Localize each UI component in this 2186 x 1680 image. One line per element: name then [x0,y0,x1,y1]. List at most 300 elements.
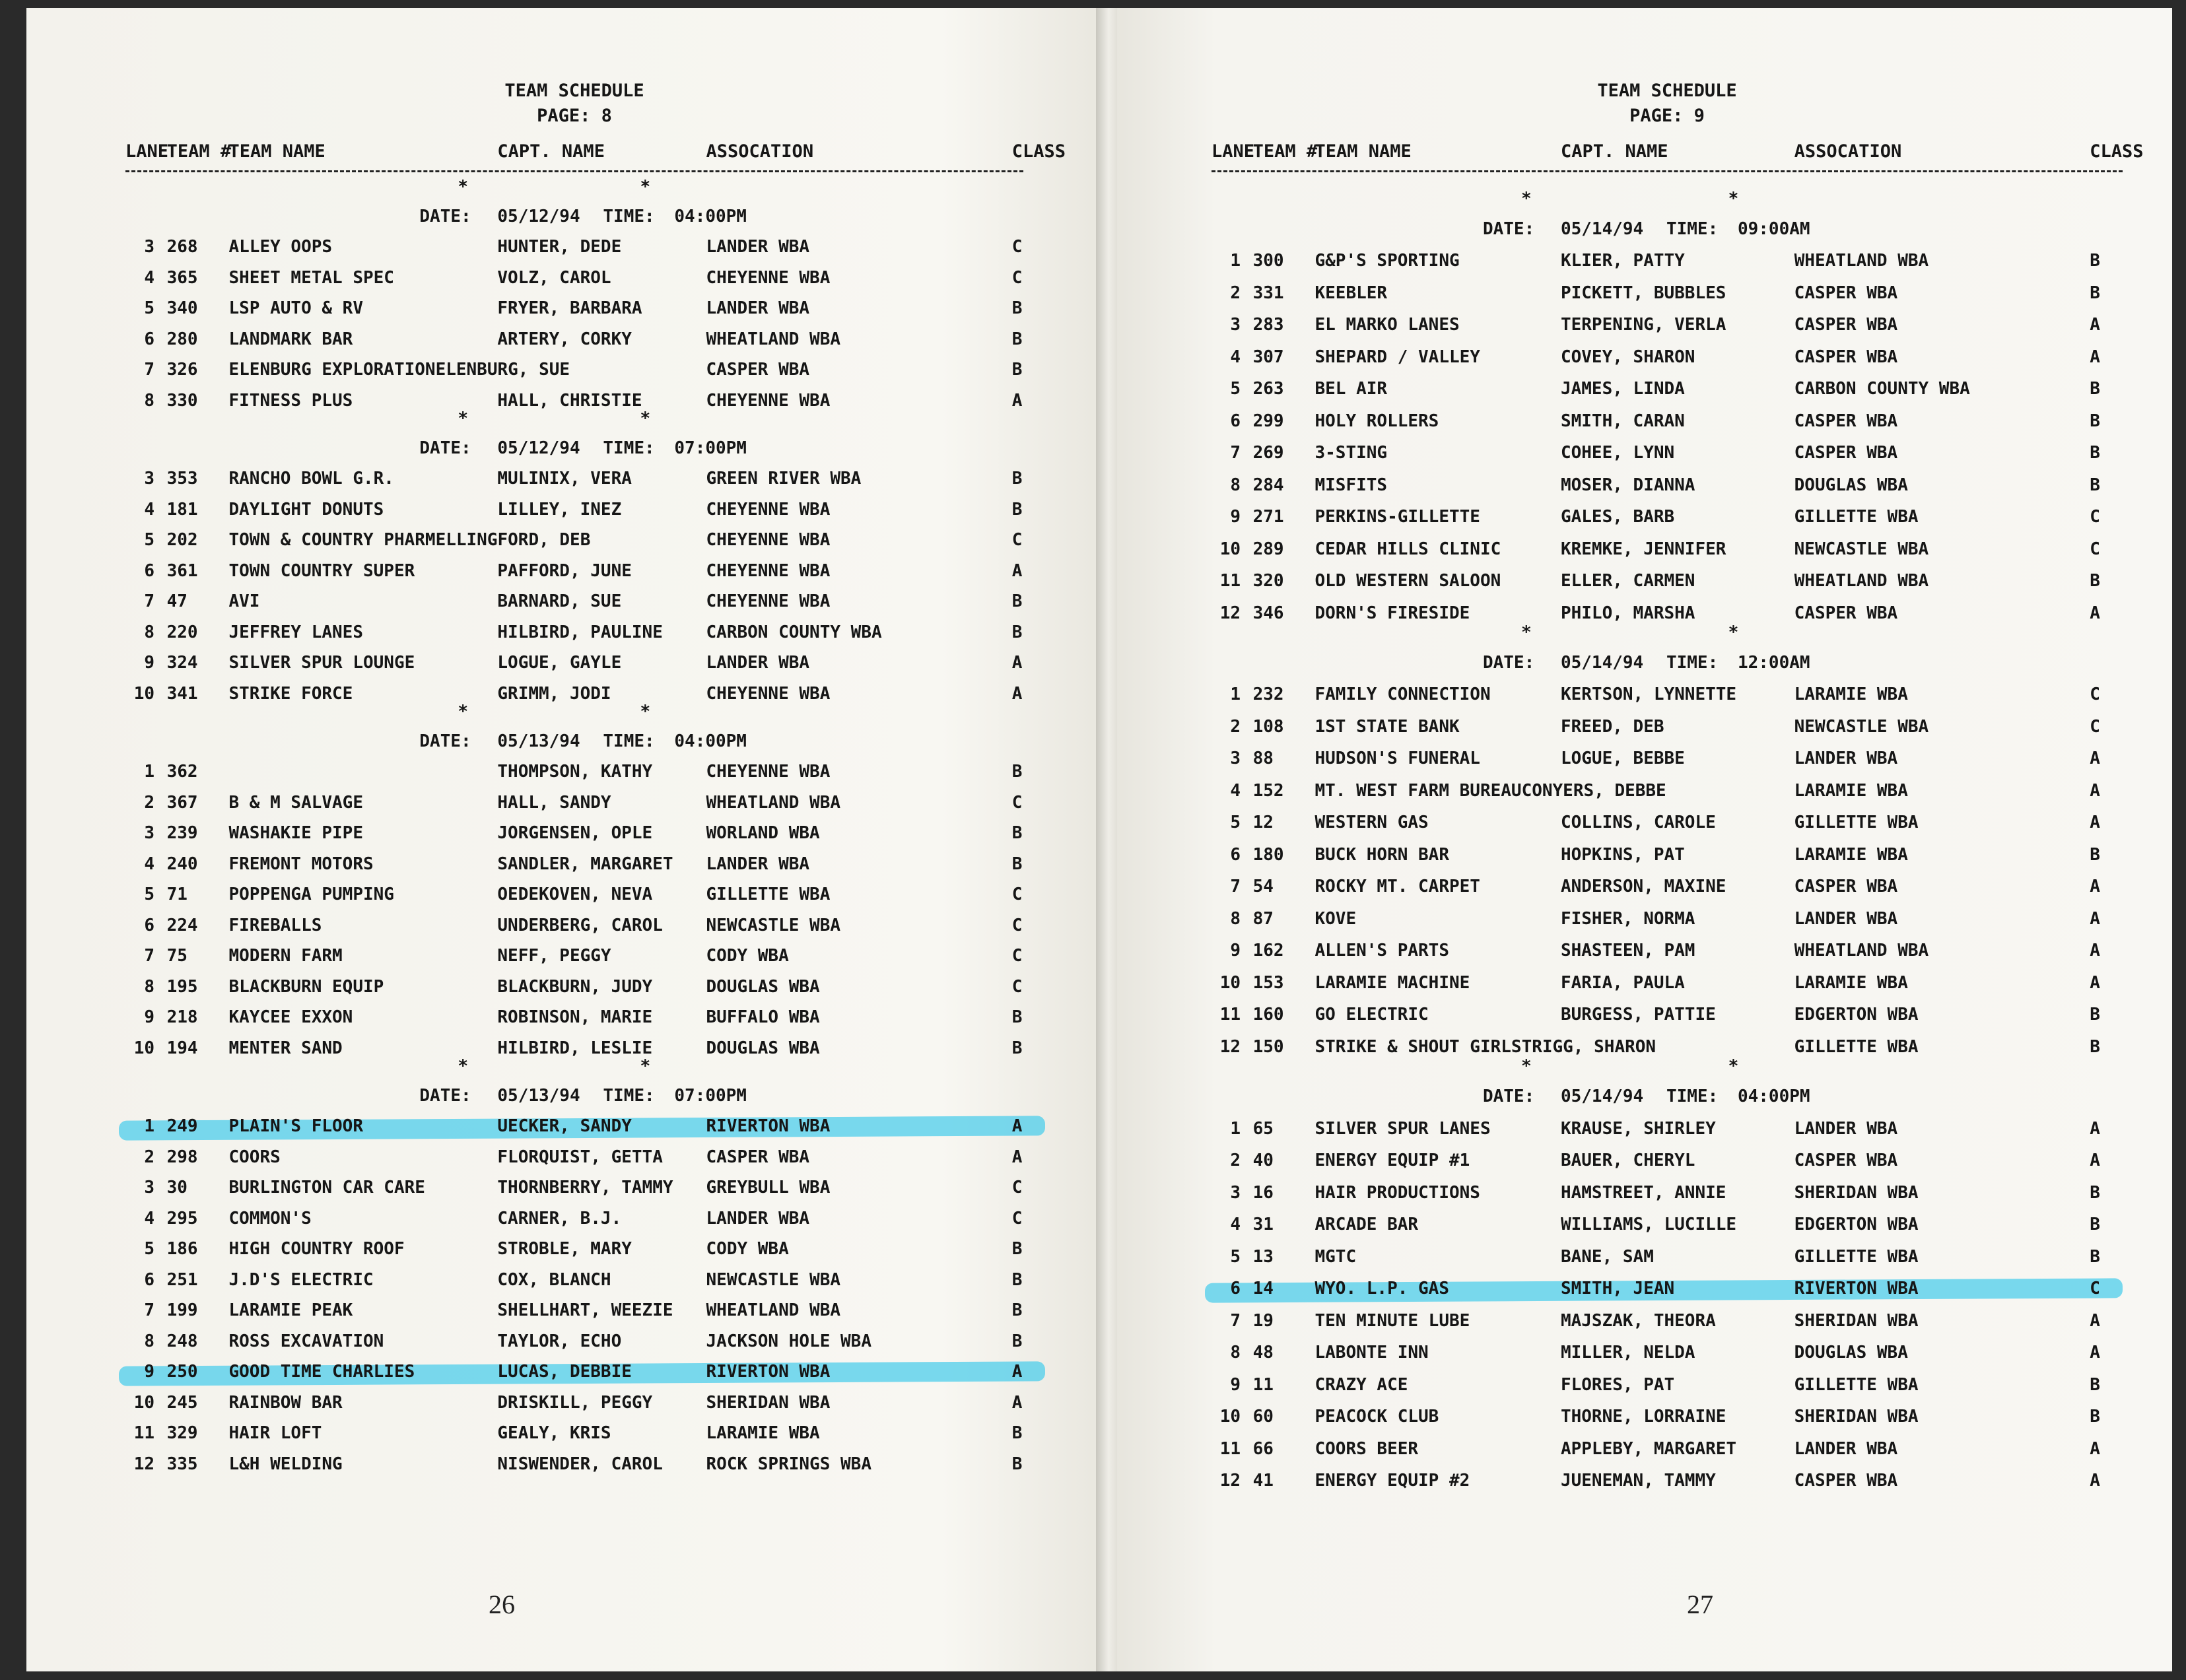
table-row [1212,1308,2123,1334]
team-number: 326 [166,360,198,380]
team-name: ALLEY OOPS [228,237,333,257]
team-name: AVI [228,591,260,612]
association: LANDER WBA [706,1208,810,1228]
lane-number: 3 [1230,315,1241,335]
association: CASPER WBA [706,360,810,380]
time-label: TIME: [1666,218,1719,239]
time-label: TIME: [603,438,655,458]
table-row [125,387,1023,414]
association: DOUGLAS WBA [706,976,820,997]
table-row [125,1267,1023,1293]
association: CARBON COUNTY WBA [1794,379,1970,399]
association: GILLETTE WBA [1794,1246,1919,1267]
team-number: 299 [1252,411,1284,431]
team-number: 87 [1252,908,1274,929]
lane-number: 12 [1219,1036,1241,1057]
class-letter: A [1011,560,1023,581]
time-value: 12:00AM [1737,652,1810,673]
table-row [125,758,1023,785]
lane-number: 11 [133,1423,154,1444]
table-row [1212,536,2123,562]
separator-star: * [458,177,469,197]
captain-name: UNDERBERG, CAROL [497,915,663,935]
captain-name: WILLIAMS, LUCILLE [1560,1215,1737,1235]
header-rule [125,170,1023,172]
lane-number: 10 [133,683,154,704]
lane-number: 4 [144,267,154,288]
team-name: PERKINS-GILLETTE [1315,507,1480,527]
team-name: WASHAKIE PIPE [228,823,363,844]
captain-name: PAFFORD, JUNE [497,560,632,581]
lane-number: 7 [144,1300,154,1321]
class-letter: C [1011,237,1023,257]
class-letter: B [2090,251,2100,271]
team-name: G&P'S SPORTING [1315,251,1460,271]
table-row [1212,842,2123,868]
team-number: 250 [166,1362,198,1382]
team-name: KOVE [1315,908,1357,929]
date-time-line [125,435,1023,461]
association: WHEATLAND WBA [1794,941,1929,961]
lane-number: 2 [1230,716,1241,737]
team-name: RAINBOW BAR [228,1392,343,1413]
class-letter: A [2090,877,2100,897]
captain-name: THORNBERRY, TAMMY [497,1178,673,1198]
lane-number: 6 [144,329,154,349]
team-number: 329 [166,1423,198,1444]
table-row [1212,1339,2123,1366]
team-name: DAYLIGHT DONUTS [228,499,384,520]
class-letter: B [1011,762,1023,782]
lane-number: 11 [1219,1005,1241,1025]
class-letter: A [2090,1438,2100,1459]
captain-name: CARNER, B.J. [497,1208,622,1228]
association: CODY WBA [706,946,789,966]
lane-number: 11 [1219,1438,1241,1459]
class-letter: B [2090,1407,2100,1427]
captain-name: MILLER, NELDA [1560,1343,1695,1363]
team-name: 3-STING [1315,443,1388,463]
team-number: 269 [1252,443,1284,463]
team-number: 289 [1252,539,1284,559]
captain-name: FISHER, NORMA [1560,908,1695,929]
captain-name: COHEE, LYNN [1560,443,1675,463]
table-row [125,558,1023,584]
table-row [1212,568,2123,594]
date-label: DATE: [1482,652,1535,673]
lane-number: 5 [144,1239,154,1260]
page-number: 27 [1687,1590,1713,1619]
team-name: WYO. L.P. GAS [1315,1279,1449,1299]
column-header-lane: LANE [125,141,169,162]
captain-name: LILLEY, INEZ [497,499,622,520]
table-row [125,1113,1023,1139]
table-row [1212,1403,2123,1430]
lane-number: 10 [1219,1407,1241,1427]
association: WHEATLAND WBA [1794,251,1929,271]
team-number: 249 [166,1116,198,1137]
table-row [125,527,1023,553]
team-name: COORS BEER [1315,1438,1419,1459]
table-row [1212,714,2123,740]
association: DOUGLAS WBA [1794,1343,1908,1363]
association: WHEATLAND WBA [1794,571,1929,591]
column-header-name: TEAM NAME [228,141,325,162]
association: CASPER WBA [1794,411,1898,431]
association: CHEYENNE WBA [706,560,831,581]
table-row [1212,280,2123,306]
captain-name: HALL, CHRISTIE [497,390,642,411]
column-header-cls: CLASS [1011,141,1066,162]
captain-name: BAUER, CHERYL [1560,1151,1695,1171]
table-row [1212,1372,2123,1398]
table-row [125,790,1023,816]
table-row [1212,809,2123,836]
class-letter: C [2090,1279,2100,1299]
table-row [125,1359,1023,1385]
lane-number: 6 [1230,844,1241,865]
association: WHEATLAND WBA [706,1300,841,1321]
association: SHERIDAN WBA [1794,1182,1919,1203]
team-name: MGTC [1315,1246,1357,1267]
table-row [125,1035,1023,1061]
association: LANDER WBA [706,298,810,319]
table-row [125,234,1023,260]
association: CHEYENNE WBA [706,683,831,704]
column-header-lane: LANE [1212,141,1255,162]
team-number: 47 [166,591,188,612]
lane-number: 3 [144,237,154,257]
date-label: DATE: [419,206,471,226]
table-row [125,588,1023,615]
lane-number: 1 [144,762,154,782]
table-row [125,1205,1023,1232]
team-number: 181 [166,499,198,520]
captain-name: ROBINSON, MARIE [497,1007,653,1028]
team-name: HIGH COUNTRY ROOF [228,1239,405,1260]
association: WHEATLAND WBA [706,329,841,349]
association: CASPER WBA [1794,877,1898,897]
class-letter: B [1011,622,1023,642]
class-letter: A [2090,1151,2100,1171]
table-row [1212,1034,2123,1060]
team-name: 1ST STATE BANK [1315,716,1460,737]
date-value: 05/14/94 [1560,652,1644,673]
class-letter: C [2090,507,2100,527]
lane-number: 5 [1230,379,1241,399]
association: LANDER WBA [1794,1438,1898,1459]
lane-number: 9 [1230,1374,1241,1395]
class-letter: B [2090,443,2100,463]
team-number: 202 [166,530,198,551]
lane-number: 8 [1230,475,1241,495]
table-row [1212,937,2123,964]
lane-number: 1 [1230,251,1241,271]
association: GREYBULL WBA [706,1178,831,1198]
class-letter: C [1011,1178,1023,1198]
captain-name: ANDERSON, MAXINE [1560,877,1726,897]
time-value: 07:00PM [674,438,747,458]
time-label: TIME: [1666,1087,1719,1107]
association: CASPER WBA [706,1147,810,1167]
team-name: ELENBURG EXPLORATIONELENBURG, SUE [228,360,570,380]
lane-number: 3 [144,469,154,489]
separator-star: * [1520,189,1532,209]
team-number: 48 [1252,1343,1274,1363]
captain-name: TAYLOR, ECHO [497,1331,622,1351]
class-letter: B [2090,1182,2100,1203]
captain-name: ELLER, CARMEN [1560,571,1695,591]
team-number: 283 [1252,315,1284,335]
date-time-line [125,1083,1023,1109]
team-name: LARAMIE PEAK [228,1300,353,1321]
team-number: 307 [1252,347,1284,367]
lane-number: 1 [1230,685,1241,705]
class-letter: B [2090,379,2100,399]
captain-name: HILBIRD, PAULINE [497,622,663,642]
team-name: EL MARKO LANES [1315,315,1460,335]
table-row [125,851,1023,877]
team-number: 218 [166,1007,198,1028]
lane-number: 7 [144,360,154,380]
lane-number: 7 [1230,443,1241,463]
team-number: 365 [166,267,198,288]
association: GREEN RIVER WBA [706,469,862,489]
team-number: 186 [166,1239,198,1260]
team-name: KAYCEE EXXON [228,1007,353,1028]
lane-number: 10 [133,1392,154,1413]
lane-number: 6 [144,1269,154,1290]
class-letter: B [1011,469,1023,489]
lane-number: 7 [144,591,154,612]
column-header-assoc: ASSOCATION [706,141,814,162]
table-row [1212,1436,2123,1462]
team-number: 224 [166,915,198,935]
captain-name: PHILO, MARSHA [1560,603,1695,623]
association: LANDER WBA [706,653,810,673]
captain-name: FLORES, PAT [1560,1374,1675,1395]
team-number: 346 [1252,603,1284,623]
captain-name: BURGESS, PATTIE [1560,1005,1716,1025]
team-name: STRIKE & SHOUT GIRLSTRIGG, SHARON [1315,1036,1657,1057]
team-name: B & M SALVAGE [228,792,363,813]
table-row [1212,312,2123,338]
class-letter: A [2090,813,2100,833]
captain-name: BLACKBURN, JUDY [497,976,653,997]
team-name: ROCKY MT. CARPET [1315,877,1480,897]
date-value: 05/14/94 [1560,1087,1644,1107]
captain-name: VOLZ, CAROL [497,267,611,288]
class-letter: C [1011,915,1023,935]
table-row [125,1004,1023,1030]
association: SHERIDAN WBA [706,1392,831,1413]
table-row [125,619,1023,646]
captain-name: KERTSON, LYNNETTE [1560,685,1737,705]
team-name: FIREBALLS [228,915,322,935]
table-row [1212,906,2123,932]
lane-number: 4 [144,1208,154,1228]
captain-name: TERPENING, VERLA [1560,315,1726,335]
association: LARAMIE WBA [1794,685,1908,705]
time-value: 09:00AM [1737,218,1810,239]
lane-number: 8 [144,622,154,642]
association: CASPER WBA [1794,1471,1898,1491]
lane-number: 5 [1230,1246,1241,1267]
team-name: COORS [228,1147,281,1167]
team-name: OLD WESTERN SALOON [1315,571,1501,591]
team-number: 40 [1252,1151,1274,1171]
table-row [125,356,1023,383]
separator-star: * [1520,1056,1532,1077]
date-time-line [1212,216,2123,242]
team-name: SILVER SPUR LOUNGE [228,653,415,673]
class-letter: C [2090,685,2100,705]
team-number: 180 [1252,844,1284,865]
team-name: DORN'S FIRESIDE [1315,603,1470,623]
association: RIVERTON WBA [706,1362,831,1382]
class-letter: B [1011,591,1023,612]
association: CASPER WBA [1794,603,1898,623]
team-number: 13 [1252,1246,1274,1267]
team-number: 75 [166,946,188,966]
class-letter: B [2090,475,2100,495]
lane-number: 2 [1230,283,1241,303]
team-name: GO ELECTRIC [1315,1005,1429,1025]
captain-name: FRYER, BARBARA [497,298,642,319]
class-letter: A [2090,315,2100,335]
table-row [1212,1116,2123,1142]
association: SHERIDAN WBA [1794,1310,1919,1331]
team-number: 160 [1252,1005,1284,1025]
team-number: 16 [1252,1182,1274,1203]
time-value: 04:00PM [1737,1087,1810,1107]
page-label: PAGE: 9 [1629,106,1705,126]
right-page [1109,8,2172,1671]
team-number: 71 [166,885,188,905]
lane-number: 8 [144,1331,154,1351]
class-letter: A [1011,1116,1023,1137]
association: CASPER WBA [1794,347,1898,367]
table-row [125,820,1023,846]
team-name: PLAIN'S FLOOR [228,1116,363,1137]
team-name: CEDAR HILLS CLINIC [1315,539,1501,559]
separator-star: * [458,409,469,429]
team-name: TEN MINUTE LUBE [1315,1310,1470,1331]
class-letter: A [2090,1310,2100,1331]
time-value: 04:00PM [674,731,747,751]
team-number: 240 [166,854,198,874]
team-name: HAIR PRODUCTIONS [1315,1182,1480,1203]
class-letter: A [1011,683,1023,704]
captain-name: LOGUE, GAYLE [497,653,622,673]
class-letter: B [2090,844,2100,865]
captain-name: KRAUSE, SHIRLEY [1560,1118,1716,1139]
team-number: 194 [166,1038,198,1058]
class-letter: A [2090,1471,2100,1491]
table-row [125,1297,1023,1324]
class-letter: C [2090,539,2100,559]
team-number: 54 [1252,877,1274,897]
table-row [1212,1467,2123,1494]
date-value: 05/14/94 [1560,218,1644,239]
table-row [1212,248,2123,274]
team-number: 41 [1252,1471,1274,1491]
team-number: 295 [166,1208,198,1228]
association: CHEYENNE WBA [706,591,831,612]
captain-name: SHELLHART, WEEZIE [497,1300,673,1321]
lane-number: 9 [144,1362,154,1382]
table-row [125,496,1023,523]
class-letter: C [2090,716,2100,737]
lane-number: 8 [144,390,154,411]
class-letter: A [2090,1118,2100,1139]
association: EDGERTON WBA [1794,1005,1919,1025]
team-name: PEACOCK CLUB [1315,1407,1439,1427]
captain-name: GALES, BARB [1560,507,1675,527]
team-name: SHEPARD / VALLEY [1315,347,1480,367]
lane-number: 3 [144,1178,154,1198]
class-letter: B [2090,1374,2100,1395]
schedule-title: TEAM SCHEDULE [1597,81,1737,101]
team-name: LANDMARK BAR [228,329,353,349]
association: NEWCASTLE WBA [1794,716,1929,737]
captain-name: HOPKINS, PAT [1560,844,1685,865]
association: LANDER WBA [1794,1118,1898,1139]
date-label: DATE: [419,1085,471,1106]
class-letter: B [2090,1215,2100,1235]
team-number: 150 [1252,1036,1284,1057]
team-name: FREMONT MOTORS [228,854,374,874]
lane-number: 12 [1219,1471,1241,1491]
team-name: LSP AUTO & RV [228,298,363,319]
team-number: 284 [1252,475,1284,495]
class-letter: B [1011,1038,1023,1058]
lane-number: 1 [144,1116,154,1137]
lane-number: 12 [1219,603,1241,623]
date-label: DATE: [419,731,471,751]
date-time-line [125,728,1023,755]
class-letter: A [2090,908,2100,929]
team-number: 199 [166,1300,198,1321]
captain-name: SMITH, JEAN [1560,1279,1675,1299]
team-name: BURLINGTON CAR CARE [228,1178,425,1198]
class-letter: A [2090,972,2100,993]
table-row [1212,376,2123,402]
table-row [125,1451,1023,1477]
team-number: 330 [166,390,198,411]
lane-number: 7 [1230,877,1241,897]
association: CHEYENNE WBA [706,267,831,288]
table-row [1212,504,2123,530]
team-number: 152 [1252,780,1284,801]
captain-name: KLIER, PATTY [1560,251,1685,271]
team-name: ENERGY EQUIP #2 [1315,1471,1470,1491]
class-letter: B [1011,1007,1023,1028]
column-header-team: TEAM # [166,141,232,162]
association: GILLETTE WBA [1794,507,1919,527]
time-value: 04:00PM [674,206,747,226]
team-number: 271 [1252,507,1284,527]
lane-number: 11 [1219,571,1241,591]
captain-name: GRIMM, JODI [497,683,611,704]
captain-name: KREMKE, JENNIFER [1560,539,1726,559]
captain-name: FLORQUIST, GETTA [497,1147,663,1167]
team-number: 30 [166,1178,188,1198]
team-name: RANCHO BOWL G.R. [228,469,394,489]
team-number: 108 [1252,716,1284,737]
association: SHERIDAN WBA [1794,1407,1919,1427]
team-number: 300 [1252,251,1284,271]
